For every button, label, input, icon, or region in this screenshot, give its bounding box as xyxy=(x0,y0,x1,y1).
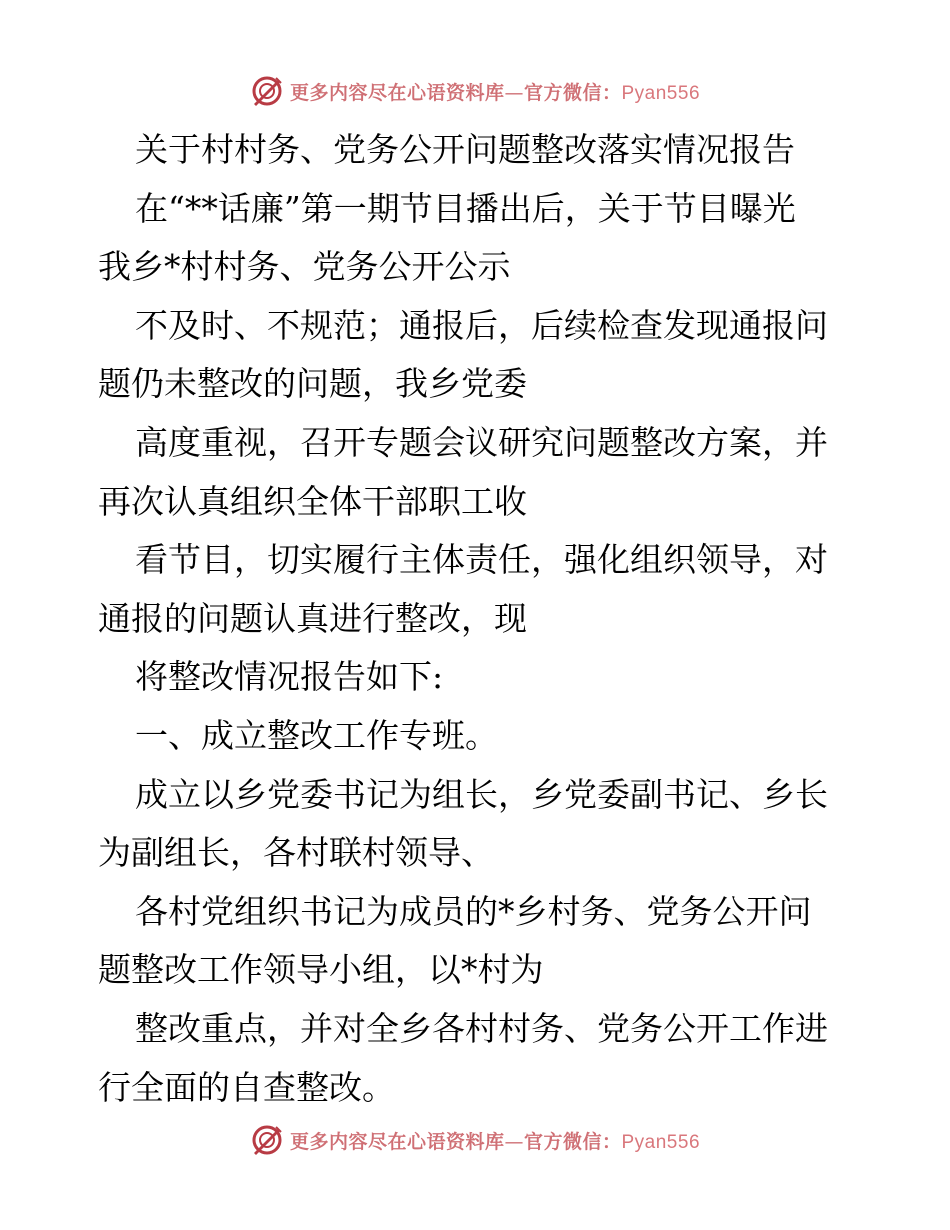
paragraph-line: 我乡*村村务、党务公开公示 xyxy=(98,247,511,287)
document-title: 关于村村务、党务公开问题整改落实情况报告 xyxy=(135,130,795,169)
paragraph-line: 整改重点，并对全乡各村村务、党务公开工作进 xyxy=(135,1008,828,1048)
footer-watermark xyxy=(0,1120,950,1160)
paragraph-line: 行全面的自查整改。 xyxy=(98,1067,395,1107)
paragraph-line: 成立以乡党委书记为组长，乡党委副书记、乡长 xyxy=(135,774,828,814)
paragraph-line: 题整改工作领导小组，以*村为 xyxy=(98,950,544,990)
paragraph-line: 不及时、不规范；通报后，后续检查发现通报问 xyxy=(135,305,828,345)
paragraph-line: 在“**话廉”第一期节目播出后，关于节目曝光 xyxy=(135,188,796,228)
pen-logo-icon xyxy=(250,74,284,108)
document-body xyxy=(98,121,858,1117)
section-heading: 一、成立整改工作专班。 xyxy=(135,715,498,755)
watermark-dash: — xyxy=(504,81,524,104)
paragraph-line: 看节目，切实履行主体责任，强化组织领导，对 xyxy=(135,540,828,580)
paragraph-line: 为副组长，各村联村领导、 xyxy=(98,833,494,873)
watermark-wechat-label: 官方微信： xyxy=(523,1130,622,1153)
paragraph-line: 各村党组织书记为成员的*乡村务、党务公开问 xyxy=(135,891,812,931)
paragraph-line: 将整改情况报告如下: xyxy=(135,657,444,697)
pen-logo-icon xyxy=(250,1123,284,1157)
header-watermark xyxy=(0,71,950,111)
watermark-text xyxy=(290,1127,700,1154)
paragraph-line: 通报的问题认真进行整改，现 xyxy=(98,598,527,638)
paragraph-line: 高度重视，召开专题会议研究问题整改方案，并 xyxy=(135,422,828,462)
watermark-text xyxy=(290,78,700,105)
watermark-dash: — xyxy=(504,1130,524,1153)
watermark-main: 更多内容尽在心语资料库 xyxy=(289,81,505,104)
watermark-wechat-id: Pyan556 xyxy=(621,82,701,104)
watermark-main: 更多内容尽在心语资料库 xyxy=(289,1130,505,1153)
watermark-wechat-label: 官方微信： xyxy=(523,81,622,104)
paragraph-line: 再次认真组织全体干部职工收 xyxy=(98,481,527,521)
paragraph-line: 题仍未整改的问题，我乡党委 xyxy=(98,364,527,404)
watermark-wechat-id: Pyan556 xyxy=(621,1131,701,1153)
